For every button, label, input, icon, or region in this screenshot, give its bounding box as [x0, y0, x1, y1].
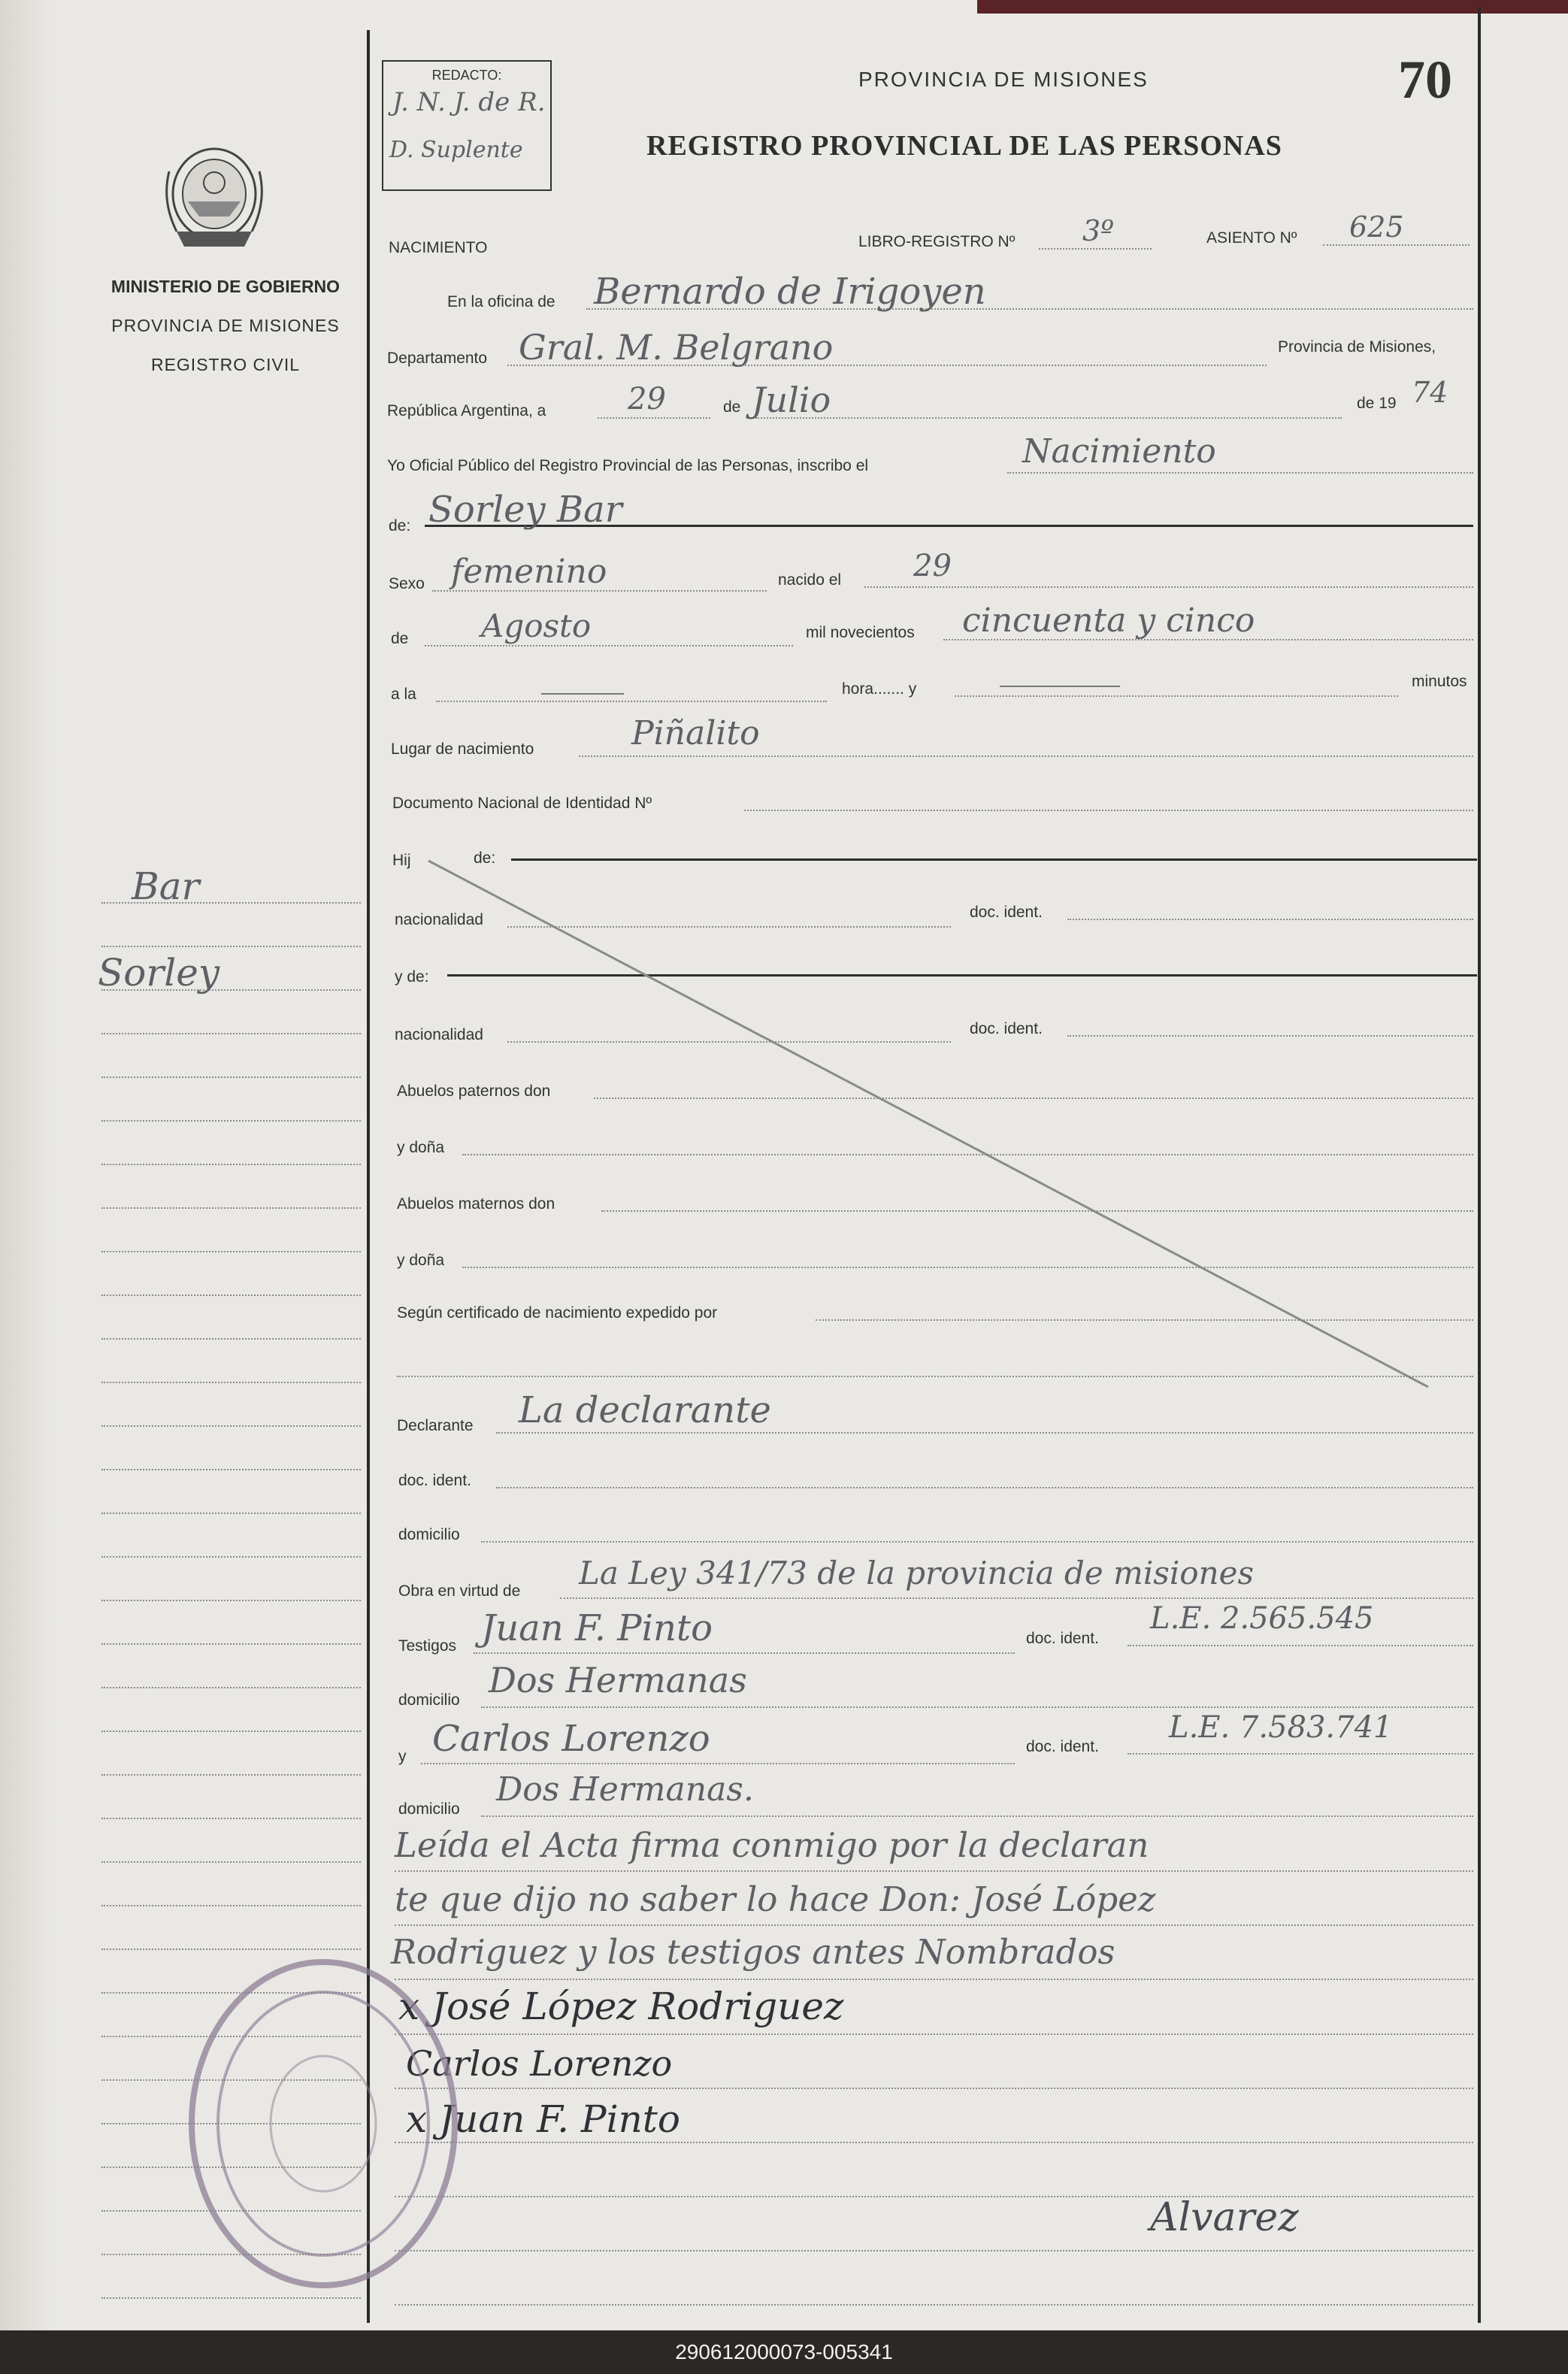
label-nacionalidad-2: nacionalidad: [395, 1026, 483, 1043]
notes-line-1: Leída el Acta firma conmigo por la declaran: [395, 1825, 1149, 1865]
label-abuelos-maternos: Abuelos maternos don: [397, 1195, 555, 1213]
label-mil-novecientos: mil novecientos: [806, 624, 915, 641]
label-inscribo: Yo Oficial Público del Registro Provincial de las Personas, inscribo el: [387, 457, 869, 474]
label-y-dona-2: y doña: [397, 1252, 445, 1269]
value-testigo-2: Carlos Lorenzo: [432, 1718, 710, 1760]
value-dia: 29: [628, 382, 666, 416]
label-nacido: nacido el: [778, 571, 842, 589]
signature-jose-lopez: x José López Rodriguez: [398, 1985, 844, 2028]
label-docident-4: doc. ident.: [1026, 1630, 1099, 1647]
label-domicilio-1: domicilio: [398, 1526, 460, 1543]
label-docident-3: doc. ident.: [398, 1472, 471, 1489]
label-testigos: Testigos: [398, 1637, 457, 1655]
line-testigo-2: [421, 1763, 1015, 1764]
line-obra: [560, 1597, 1473, 1599]
line-notes-2: [395, 1924, 1473, 1926]
label-y-de: y de:: [395, 968, 429, 986]
line-docident-3: [496, 1487, 1473, 1488]
label-minutos: minutos: [1412, 673, 1467, 690]
value-nombre: Sorley Bar: [428, 489, 622, 531]
value-anio: 74: [1412, 376, 1448, 409]
notes-line-2: te que dijo no saber lo hace Don: José López: [395, 1879, 1156, 1919]
folio-number: 70: [1398, 50, 1452, 110]
value-testigo-1-doc: L.E. 2.565.545: [1150, 1601, 1374, 1636]
label-declarante: Declarante: [397, 1417, 474, 1434]
line-sig-5: [395, 2250, 1473, 2251]
value-declarante: La declarante: [519, 1389, 771, 1431]
registry-seal-stamp: [180, 1951, 466, 2297]
label-sexo: Sexo: [389, 575, 425, 592]
label-libro-registro: LIBRO-REGISTRO Nº: [858, 233, 1016, 250]
line-domicilio-1: [481, 1541, 1473, 1543]
value-mes-nac: Agosto: [481, 607, 592, 644]
ministry-line-3: REGISTRO CIVIL: [150, 355, 301, 374]
value-lugar: Piñalito: [631, 714, 760, 752]
label-dni: Documento Nacional de Identidad Nº: [392, 795, 652, 812]
label-de-mes-nac: de: [391, 630, 409, 647]
value-obra: La Ley 341/73 de la provincia de misiones: [579, 1555, 1255, 1591]
label-docident-1: doc. ident.: [970, 904, 1043, 921]
value-testigo-2-doc: L.E. 7.583.741: [1169, 1710, 1393, 1745]
line-sig-4: [395, 2196, 1473, 2197]
label-republica: República Argentina, a: [387, 402, 546, 419]
ministry-line-2: PROVINCIA DE MISIONES: [111, 316, 340, 335]
stamp-title: REDACTO:: [431, 68, 502, 83]
line-sig-6: [395, 2304, 1473, 2306]
signature-carlos-lorenzo: Carlos Lorenzo: [406, 2043, 673, 2084]
label-domicilio-2: domicilio: [398, 1691, 460, 1709]
value-asiento: 625: [1349, 210, 1404, 244]
line-docident-5: [1128, 1753, 1473, 1755]
line-sig-1: [395, 2033, 1473, 2035]
value-testigo-2-domicilio: Dos Hermanas.: [496, 1770, 754, 1809]
label-hijo: Hij: [392, 852, 411, 869]
signature-juan-pinto: x Juan F. Pinto: [406, 2097, 680, 2141]
label-de-mes: de: [723, 398, 741, 416]
label-obra-en-virtud: Obra en virtud de: [398, 1582, 521, 1600]
line-declarante: [496, 1432, 1473, 1434]
label-de-nombre: de:: [389, 517, 411, 534]
value-testigo-1: Juan F. Pinto: [481, 1607, 713, 1649]
line-testigo-1: [474, 1652, 1015, 1654]
margin-given-name: Sorley: [98, 951, 220, 995]
line-domicilio-3: [481, 1815, 1473, 1817]
line-domicilio-2: [481, 1706, 1473, 1708]
label-domicilio-3: domicilio: [398, 1800, 460, 1818]
label-nacionalidad-1: nacionalidad: [395, 911, 483, 928]
label-de-19: de 19: [1357, 395, 1397, 412]
label-hijo-de: de:: [474, 849, 496, 867]
label-a-la: a la: [391, 686, 416, 703]
image-caption: 290612000073-005341: [675, 2340, 893, 2363]
line-sig-2: [395, 2088, 1473, 2089]
label-provincia: Provincia de Misiones,: [1278, 338, 1436, 356]
line-notes-1: [395, 1870, 1473, 1872]
label-departamento: Departamento: [387, 350, 488, 367]
label-docident-2: doc. ident.: [970, 1020, 1043, 1037]
label-abuelos-paternos: Abuelos paternos don: [397, 1083, 551, 1100]
value-testigo-1-domicilio: Dos Hermanas: [489, 1660, 747, 1700]
label-asiento: ASIENTO Nº: [1206, 229, 1297, 247]
label-nacimiento: NACIMIENTO: [389, 239, 488, 256]
value-libro-registro: 3º: [1082, 214, 1115, 247]
registry-title: REGISTRO PROVINCIAL DE LAS PERSONAS: [646, 130, 1282, 162]
value-anio-nac: cincuenta y cinco: [962, 601, 1255, 640]
stamp-line-1: J. N. J. de R.: [392, 87, 546, 117]
official-signature: Alvarez: [1150, 2195, 1299, 2240]
province-heading: PROVINCIA DE MISIONES: [858, 68, 1149, 91]
margin-surname: Bar: [132, 865, 200, 908]
label-hora: hora....... y: [842, 680, 917, 698]
value-mes: Julio: [752, 380, 831, 420]
label-y-dona-1: y doña: [397, 1139, 445, 1156]
label-oficina: En la oficina de: [447, 293, 555, 310]
notes-line-3: Rodriguez y los testigos antes Nombrados: [391, 1932, 1115, 1972]
value-sexo: femenino: [451, 553, 607, 591]
label-docident-5: doc. ident.: [1026, 1738, 1099, 1755]
label-segun-certificado: Según certificado de nacimiento expedido por: [397, 1304, 718, 1322]
ministry-line-1: MINISTERIO DE GOBIERNO: [110, 277, 341, 296]
label-lugar: Lugar de nacimiento: [391, 740, 534, 758]
value-departamento: Gral. M. Belgrano: [519, 327, 834, 368]
stamp-line-2: D. Suplente: [389, 137, 523, 163]
value-oficina: Bernardo de Irigoyen: [594, 271, 986, 313]
label-y-testigo: y: [398, 1748, 407, 1765]
line-sig-3: [395, 2142, 1473, 2143]
value-nacido: 29: [913, 549, 952, 583]
line-notes-3: [395, 1979, 1473, 1980]
value-inscribo: Nacimiento: [1022, 432, 1216, 471]
line-docident-4: [1128, 1645, 1473, 1646]
